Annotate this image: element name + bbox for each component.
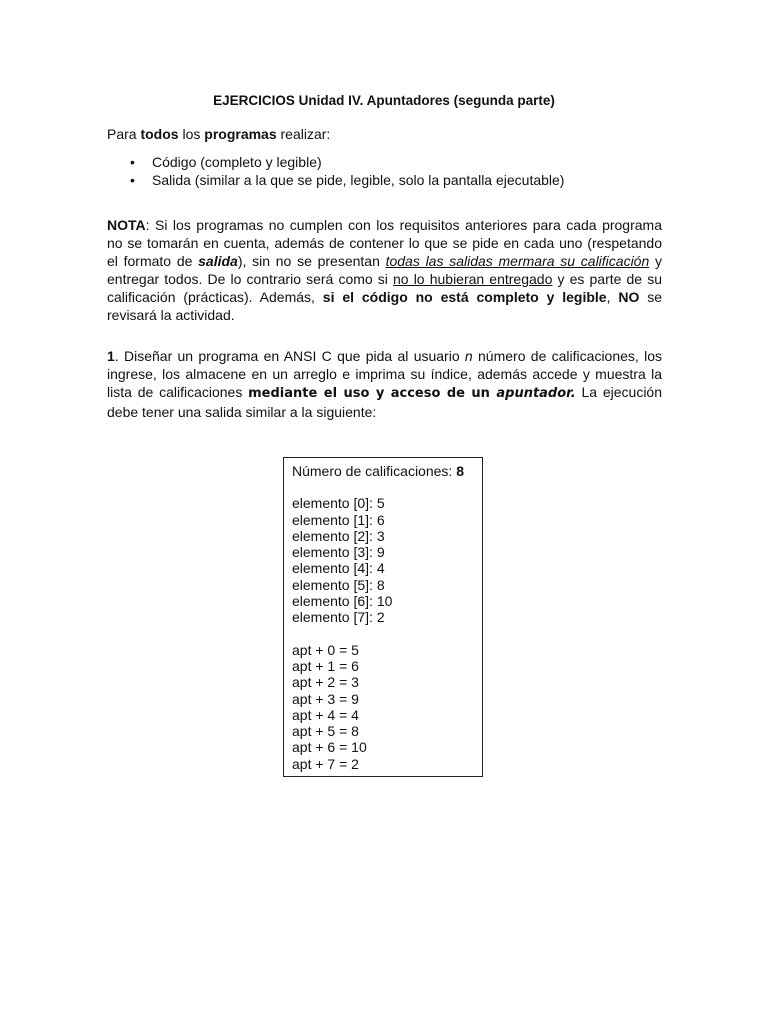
nota-text-3: y entregar todos. De lo contrario será como si [107,253,662,287]
nota-text-6: se revisará la actividad. [107,289,662,323]
count-line [292,463,474,479]
spacer [292,479,474,495]
pointer-line: apt + 5 = 8 [292,723,359,740]
nota-bold-codigo: si el código no está completo y legible [322,289,607,305]
pointer-line: apt + 6 = 10 [292,739,367,756]
exercise-bold-italic: apuntador. [496,386,576,401]
nota-todas-salidas: todas las salidas mermara su calificación [385,253,650,269]
intro-text-2: los [178,126,205,142]
spacer [292,626,474,642]
element-line: elemento [6]: 10 [292,593,393,610]
intro-line [107,126,662,143]
bullet-icon: • [130,172,135,188]
bullet-icon: • [130,154,135,170]
list-item-text: Código (completo y legible) [152,154,322,170]
element-line: elemento [7]: 2 [292,609,385,626]
element-line: elemento [3]: 9 [292,544,385,561]
pointer-line: apt + 7 = 2 [292,755,359,772]
sample-output-box [283,457,483,777]
nota-paragraph [107,216,662,324]
pointer-line: apt + 3 = 9 [292,690,359,707]
nota-text-2: ), sin no se presentan [237,253,386,269]
nota-no-entregado: no lo hubieran entregado [393,271,553,287]
pointer-line: apt + 1 = 6 [292,657,359,674]
intro-text-1: Para [107,126,141,142]
intro-bold-programas: programas [204,126,277,142]
intro-bold-todos: todos [140,126,179,142]
pointer-line: apt + 0 = 5 [292,641,359,658]
element-line: elemento [5]: 8 [292,576,385,593]
count-value: 8 [456,463,464,479]
element-line: elemento [2]: 3 [292,527,385,544]
list-item [107,153,662,171]
document-title: EJERCICIOS Unidad IV. Apuntadores (segunda parte) [213,93,555,108]
exercise-text-2: número de calificaciones, los ingrese, los almacene en un arreglo e imprima su índice, además accede y muestra la lista de calificaciones [107,348,662,400]
exercise-n: n [464,348,473,364]
list-item [107,171,662,189]
exercise-number: 1 [107,348,115,364]
list-item-text: Salida (similar a la que se pide, legible, solo la pantalla ejecutable) [152,172,565,188]
element-line: elemento [0]: 5 [292,495,385,512]
nota-text-1: : Si los programas no cumplen con los requisitos anteriores para cada programa no se tomarán en cuenta, además de contener lo que se pide en cada uno (respetando el formato de [107,217,662,269]
pointer-line: apt + 4 = 4 [292,706,359,723]
exercise-1-paragraph [107,347,662,421]
nota-bold-no: NO [618,289,640,305]
element-line: elemento [1]: 6 [292,511,385,528]
nota-label: NOTA [107,217,146,233]
intro-text-3: realizar: [276,126,331,142]
requirements-list [107,153,662,189]
nota-salida: salida [198,253,238,269]
pointer-line: apt + 2 = 3 [292,674,359,691]
exercise-text-1: . Diseñar un programa en ANSI C que pida al usuario [114,348,465,364]
count-label: Número de calificaciones: [292,463,457,479]
nota-text-4: y es parte de su calificación (prácticas). Además, [107,271,662,305]
exercise-text-3: La ejecución debe tener una salida similar a la siguiente: [107,384,662,420]
nota-text-5: , [606,289,619,305]
element-line: elemento [4]: 4 [292,560,385,577]
exercise-bold: mediante el uso y acceso de un [248,386,497,401]
